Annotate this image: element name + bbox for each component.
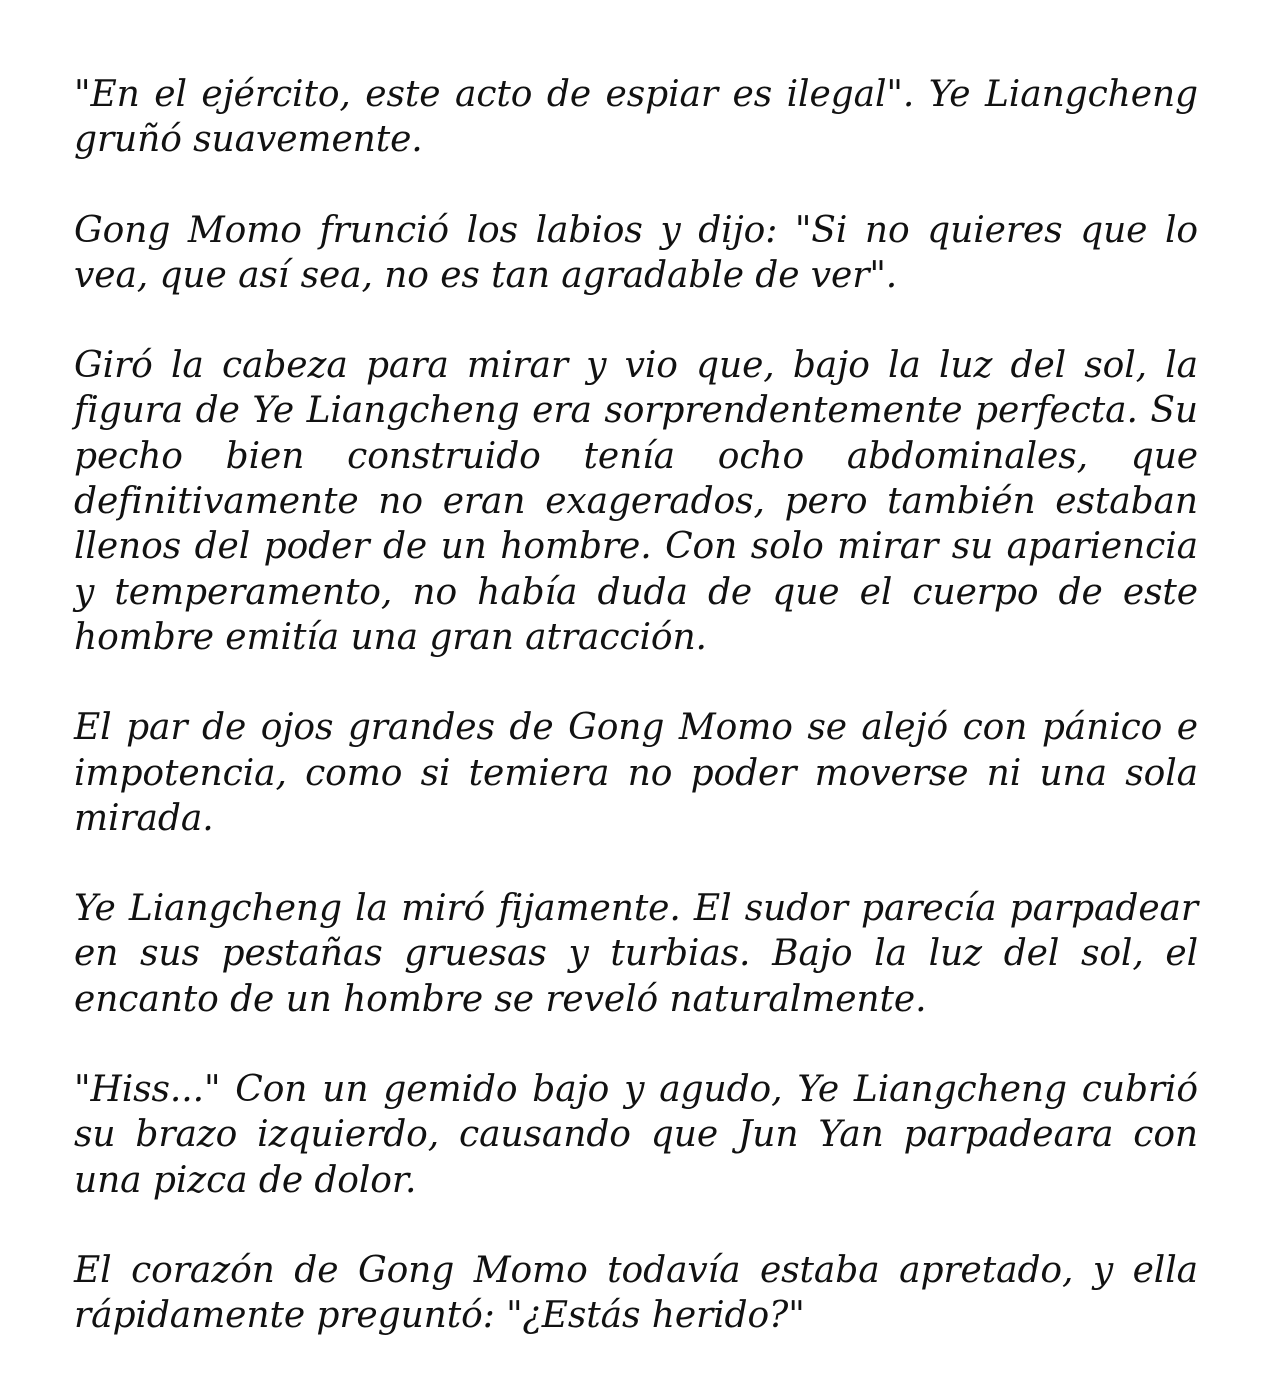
paragraph-4: El par de ojos grandes de Gong Momo se alejó con pánico e impotencia, como si temiera no poder moverse ni una sola mirada. — [74, 707, 1198, 839]
paragraph-6: "Hiss..." Con un gemido bajo y agudo, Ye Liangcheng cubrió su brazo izquierdo, causando que Jun Yan parpadeara con una pizca de dolor. — [74, 1069, 1198, 1201]
paragraph-1: "En el ejército, este acto de espiar es ilegal". Ye Liangcheng gruñó suavemente. — [74, 74, 1198, 161]
paragraph-5: Ye Liangcheng la miró fijamente. El sudor parecía parpadear en sus pestañas gruesas y turbias. Bajo la luz del sol, el encanto de un hombre se reveló naturalmente. — [74, 888, 1198, 1020]
paragraph-7: El corazón de Gong Momo todavía estaba apretado, y ella rápidamente preguntó: "¿Estás herido?" — [74, 1249, 1198, 1337]
paragraph-3: Giró la cabeza para mirar y vio que, bajo la luz del sol, la figura de Ye Liangcheng era sorprendentemente perfecta. Su pecho bien construido tenía ocho abdominales, que definitivamente no eran exagerados, pero también estaban llenos del poder de un hombre. Con solo mirar su apariencia y temperamento, no había duda de que el cuerpo de este hombre emitía una gran atracción. — [74, 345, 1198, 658]
paragraph-2: Gong Momo frunció los labios y dijo: "Si no quieres que lo vea, que así sea, no es tan agradable de ver". — [74, 209, 1198, 296]
